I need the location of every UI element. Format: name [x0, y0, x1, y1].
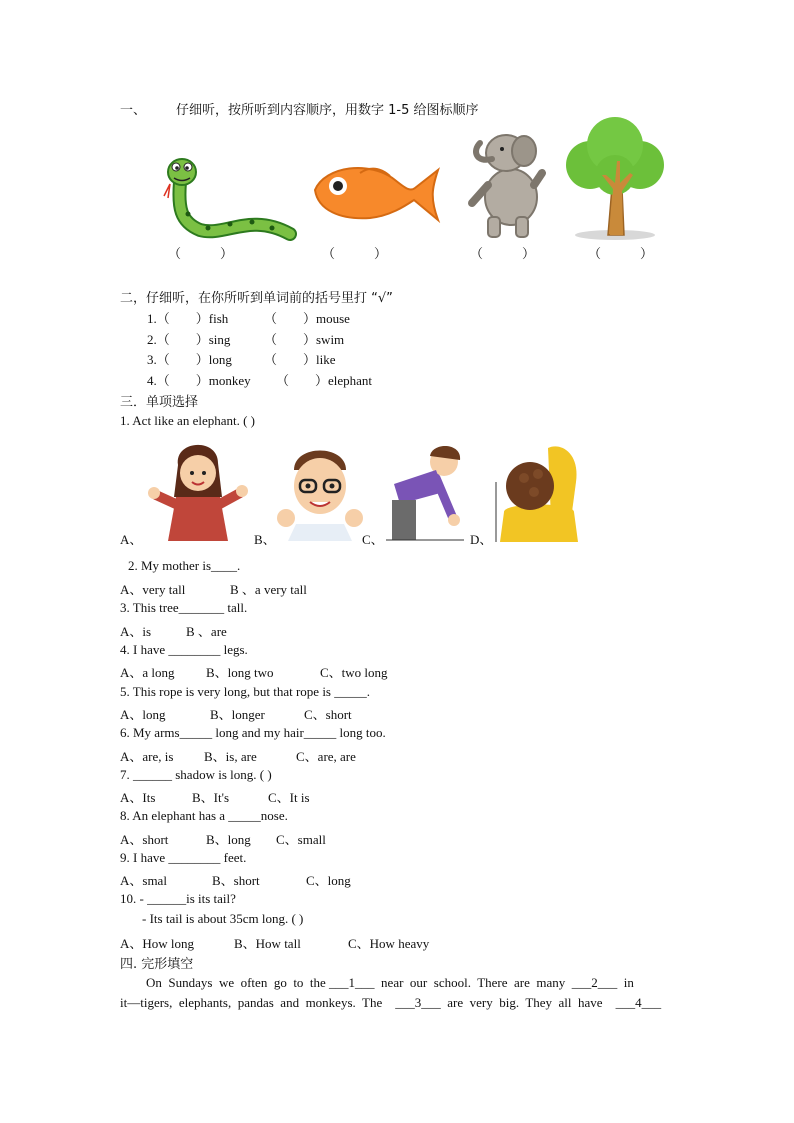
option: A、is	[120, 624, 152, 639]
option: B、is, are	[204, 749, 257, 764]
child-back-yellow-icon	[494, 442, 580, 542]
option: C、two long	[320, 665, 388, 680]
boy-glasses-icon	[276, 440, 364, 541]
word-option: （ ）swim	[264, 332, 345, 347]
option: B、longer	[210, 707, 265, 722]
word-option: （ ）mouse	[264, 311, 350, 326]
option: A、smal	[120, 873, 167, 888]
question-stem: 5. This rope is very long, but that rope is _____.	[120, 684, 370, 699]
question-stem: 1. Act like an elephant. ( )	[120, 413, 256, 428]
option: C、short	[304, 707, 352, 722]
word-option: 2.（ ）sing	[147, 332, 231, 347]
girl-arms-out-icon	[148, 435, 248, 541]
picture-bracket: （ ）	[322, 247, 388, 262]
option: B、short	[212, 873, 260, 888]
question-stem-answer: - Its tail is about 35cm long. ( )	[142, 911, 304, 926]
picture-bracket: （ ）	[588, 247, 654, 262]
section2-title: 二，仔细听，在你所听到单词前的括号里打 “√”	[120, 291, 393, 306]
goldfish-icon	[310, 158, 445, 233]
option: C、How heavy	[348, 936, 430, 951]
word-option: 4.（ ）monkey	[147, 373, 251, 388]
option: A、long	[120, 707, 166, 722]
section4-title: 四. 完形填空	[120, 957, 194, 972]
question-stem: 4. I have ________ legs.	[120, 642, 248, 657]
question-stem: 10. - ______is its tail?	[120, 891, 236, 906]
question-stem: 7. ______ shadow is long. ( )	[120, 767, 272, 782]
option: B、It's	[192, 790, 230, 805]
option: A、a long	[120, 665, 175, 680]
option-c-label: C、	[362, 532, 384, 547]
option: A、Its	[120, 790, 156, 805]
option: A、are, is	[120, 749, 174, 764]
word-option: （ ）like	[264, 352, 336, 367]
word-option: （ ）elephant	[276, 373, 373, 388]
option: A、How long	[120, 936, 195, 951]
elephant-icon	[466, 125, 546, 240]
option: C、It is	[268, 790, 310, 805]
option: C、are, are	[296, 749, 356, 764]
option-a-label: A、	[120, 532, 143, 547]
option: C、long	[306, 873, 351, 888]
boy-bending-icon	[386, 444, 468, 542]
option: A、short	[120, 832, 169, 847]
section1-title: 仔细听，按所听到内容顺序，用数字 1-5 给图标顺序	[176, 103, 479, 118]
cloze-passage-line: it—tigers, elephants, pandas and monkeys. The ___3___ are very big. They all have ___4___	[120, 995, 662, 1010]
question-stem: 8. An elephant has a _____nose.	[120, 808, 288, 823]
option: B、How tall	[234, 936, 301, 951]
section3-title: 三．单项选择	[120, 395, 199, 410]
option: B 、are	[186, 624, 227, 639]
option: C、small	[276, 832, 326, 847]
snake-icon	[160, 152, 300, 242]
option: B、long	[206, 832, 251, 847]
tree-icon	[560, 115, 670, 243]
question-stem: 3. This tree_______ tall.	[120, 600, 248, 615]
word-option: 1.（ ）fish	[147, 311, 229, 326]
picture-bracket: （ ）	[470, 247, 536, 262]
option-d-label: D、	[470, 532, 493, 547]
question-stem: 6. My arms_____ long and my hair_____ long too.	[120, 725, 386, 740]
picture-bracket: （ ）	[168, 247, 234, 262]
cloze-passage-line: On Sundays we often go to the ___1___ near our school. There are many ___2___ in	[146, 975, 634, 990]
question-stem: 2. My mother is____.	[128, 558, 241, 573]
option: A、very tall	[120, 582, 186, 597]
section1-number: 一、	[120, 103, 147, 118]
word-option: 3.（ ）long	[147, 352, 232, 367]
option-b-label: B、	[254, 532, 276, 547]
question-stem: 9. I have ________ feet.	[120, 850, 247, 865]
option: B、long two	[206, 665, 274, 680]
option: B 、a very tall	[230, 582, 307, 597]
